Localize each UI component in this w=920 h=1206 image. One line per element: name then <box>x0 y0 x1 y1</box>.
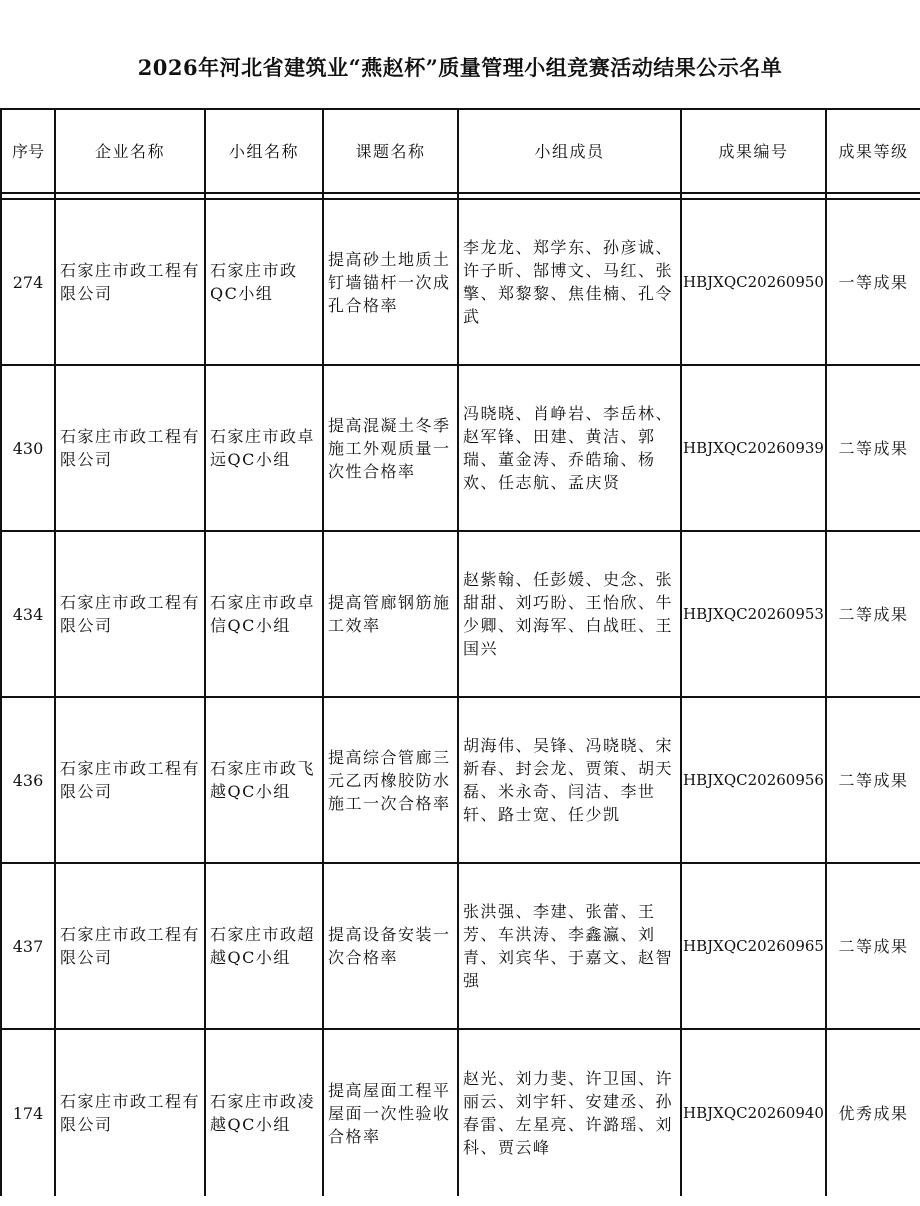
cell-seq: 274 <box>1 199 55 365</box>
header-level: 成果等级 <box>826 109 920 193</box>
table-row <box>1 531 920 697</box>
cell-seq: 174 <box>1 1029 55 1196</box>
table-row <box>1 199 920 365</box>
cell-group: 石家庄市政卓信QC小组 <box>205 531 323 697</box>
cell-topic: 提高混凝土冬季施工外观质量一次性合格率 <box>323 365 458 531</box>
cell-level: 一等成果 <box>826 199 920 365</box>
table-row <box>1 863 920 1029</box>
table-header-row <box>1 109 920 193</box>
header-seq: 序号 <box>1 109 55 193</box>
cell-members: 张洪强、李建、张蕾、王芳、车洪涛、李鑫瀛、刘青、刘宾华、于嘉文、赵智强 <box>458 863 681 1029</box>
cell-group: 石家庄市政超越QC小组 <box>205 863 323 1029</box>
cell-members: 赵紫翰、任彭媛、史念、张甜甜、刘巧盼、王怡欣、牛少卿、刘海军、白战旺、王国兴 <box>458 531 681 697</box>
table-row <box>1 365 920 531</box>
cell-members: 冯晓晓、肖峥岩、李岳林、赵军锋、田建、黄洁、郭瑞、董金涛、乔皓瑜、杨欢、任志航、孟庆贤 <box>458 365 681 531</box>
cell-level: 二等成果 <box>826 365 920 531</box>
header-code: 成果编号 <box>681 109 826 193</box>
cell-group: 石家庄市政飞越QC小组 <box>205 697 323 863</box>
header-group: 小组名称 <box>205 109 323 193</box>
cell-topic: 提高管廊钢筋施工效率 <box>323 531 458 697</box>
cell-group: 石家庄市政卓远QC小组 <box>205 365 323 531</box>
header-members: 小组成员 <box>458 109 681 193</box>
cell-code: HBJXQC20260953 <box>681 531 826 697</box>
cell-topic: 提高设备安装一次合格率 <box>323 863 458 1029</box>
cell-group: 石家庄市政凌越QC小组 <box>205 1029 323 1196</box>
cell-company: 石家庄市政工程有限公司 <box>55 1029 205 1196</box>
table-row <box>1 697 920 863</box>
cell-level: 优秀成果 <box>826 1029 920 1196</box>
cell-topic: 提高砂土地质土钉墙锚杆一次成孔合格率 <box>323 199 458 365</box>
cell-seq: 434 <box>1 531 55 697</box>
cell-level: 二等成果 <box>826 531 920 697</box>
cell-level: 二等成果 <box>826 863 920 1029</box>
table-row <box>1 1029 920 1196</box>
cell-code: HBJXQC20260965 <box>681 863 826 1029</box>
cell-code: HBJXQC20260939 <box>681 365 826 531</box>
cell-members: 赵光、刘力斐、许卫国、许丽云、刘宇轩、安建丞、孙春雷、左星亮、许潞瑶、刘科、贾云峰 <box>458 1029 681 1196</box>
cell-group: 石家庄市政QC小组 <box>205 199 323 365</box>
header-topic: 课题名称 <box>323 109 458 193</box>
cell-members: 李龙龙、郑学东、孙彦诚、许子昕、郜博文、马红、张擎、郑黎黎、焦佳楠、孔令武 <box>458 199 681 365</box>
cell-topic: 提高屋面工程平屋面一次性验收合格率 <box>323 1029 458 1196</box>
cell-seq: 436 <box>1 697 55 863</box>
cell-code: HBJXQC20260940 <box>681 1029 826 1196</box>
cell-company: 石家庄市政工程有限公司 <box>55 697 205 863</box>
cell-company: 石家庄市政工程有限公司 <box>55 199 205 365</box>
cell-members: 胡海伟、吴锋、冯晓晓、宋新春、封会龙、贾策、胡天磊、米永奇、闫洁、李世轩、路士宽、任少凯 <box>458 697 681 863</box>
cell-company: 石家庄市政工程有限公司 <box>55 531 205 697</box>
cell-seq: 430 <box>1 365 55 531</box>
page-title: 2026年河北省建筑业“燕赵杯”质量管理小组竞赛活动结果公示名单 <box>137 55 783 80</box>
cell-seq: 437 <box>1 863 55 1029</box>
cell-topic: 提高综合管廊三元乙丙橡胶防水施工一次合格率 <box>323 697 458 863</box>
header-company: 企业名称 <box>55 109 205 193</box>
results-table <box>0 108 920 1196</box>
cell-company: 石家庄市政工程有限公司 <box>55 365 205 531</box>
cell-code: HBJXQC20260950 <box>681 199 826 365</box>
cell-level: 二等成果 <box>826 697 920 863</box>
cell-code: HBJXQC20260956 <box>681 697 826 863</box>
cell-company: 石家庄市政工程有限公司 <box>55 863 205 1029</box>
